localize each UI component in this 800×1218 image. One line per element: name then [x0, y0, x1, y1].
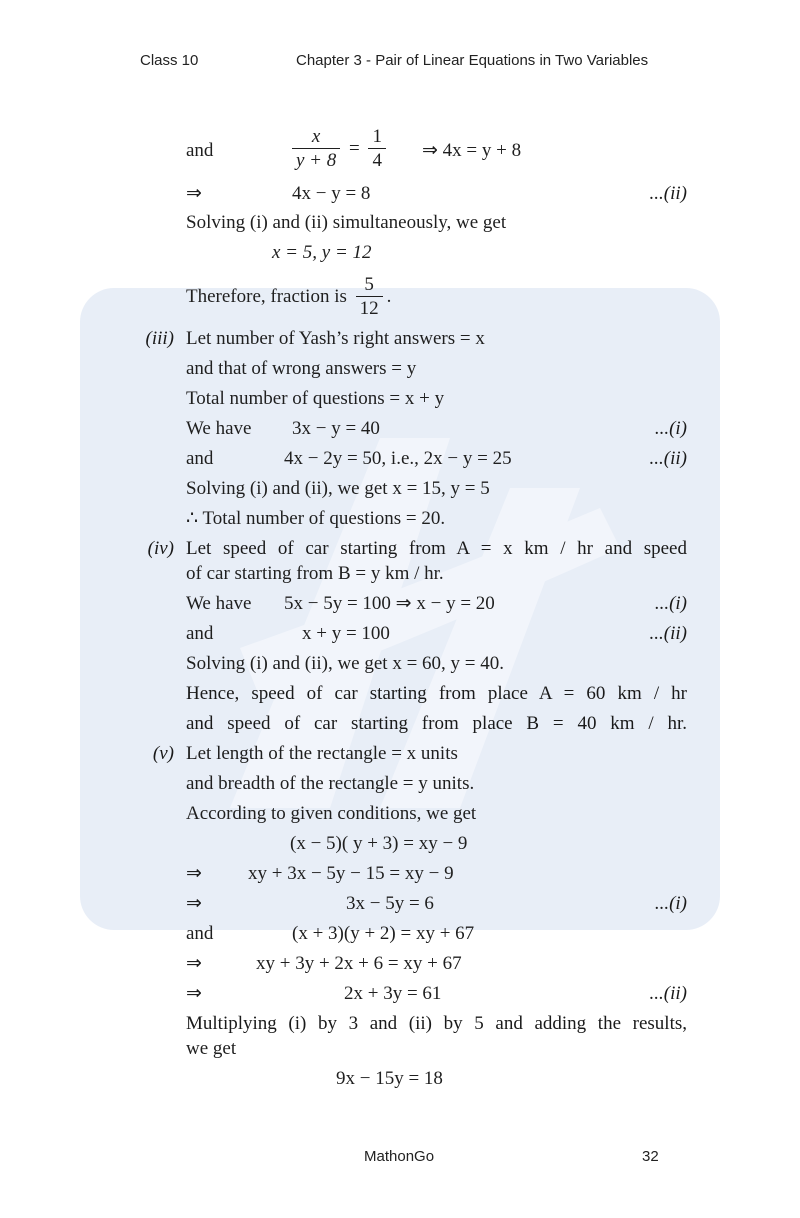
equation: (x + 3)(y + 2) = xy + 67: [292, 923, 475, 944]
equation: (x − 5)( y + 3) = xy − 9: [290, 833, 468, 854]
paragraph-line: ∴ Total number of questions = 20.: [186, 508, 446, 529]
text-and: and: [186, 448, 214, 469]
implies-arrow: ⇒: [186, 863, 202, 884]
equation-ref: ...(ii): [649, 448, 687, 469]
text-we-have: We have: [186, 593, 252, 614]
paragraph-line: Multiplying (i) by 3 and (ii) by 5 and adding the results,: [186, 1013, 687, 1034]
text-and: and: [186, 623, 214, 644]
paragraph-line: Solving (i) and (ii) simultaneously, we get: [186, 212, 507, 233]
implies-arrow: ⇒: [186, 953, 202, 974]
paragraph-line: According to given conditions, we get: [186, 803, 477, 824]
part-label-v: (v): [152, 743, 174, 764]
implies-arrow: ⇒: [186, 893, 202, 914]
equation: 5x − 5y = 100 ⇒ x − y = 20: [284, 593, 495, 614]
header-class-label: Class 10: [140, 52, 199, 69]
paragraph-line: Let speed of car starting from A = x km / hr and speed: [186, 538, 687, 559]
fraction-five-twelfths: $\frac{5}{12}$: [356, 274, 383, 321]
paragraph-line: Solving (i) and (ii), we get x = 15, y = 5: [186, 478, 490, 499]
equation-ref: ...(ii): [649, 183, 687, 204]
paragraph-line: and that of wrong answers = y: [186, 358, 417, 379]
paragraph-line: Hence, speed of car starting from place A = 60 km / hr: [186, 683, 687, 704]
paragraph-line: Let number of Yash’s right answers = x: [186, 328, 485, 349]
implies-arrow: ⇒: [186, 183, 202, 204]
equation: 3x − y = 40: [292, 418, 380, 439]
page-number: 32: [642, 1148, 659, 1165]
text-we-have: We have: [186, 418, 252, 439]
paragraph-line: we get: [186, 1038, 237, 1059]
equation: x + y = 100: [302, 623, 390, 644]
part-label-iv: (iv): [147, 538, 174, 559]
paragraph-line: Let length of the rectangle = x units: [186, 743, 458, 764]
implies-equation: ⇒ 4x = y + 8: [422, 140, 522, 161]
text-and: and: [186, 140, 214, 161]
paragraph-line: Total number of questions = x + y: [186, 388, 445, 409]
fraction-x-over-y8: $\frac{x}{y + 8}$: [292, 126, 340, 173]
equation: 4x − y = 8: [292, 183, 371, 204]
equation: xy + 3x − 5y − 15 = xy − 9: [248, 863, 454, 884]
paragraph-line: Solving (i) and (ii), we get x = 60, y = 40.: [186, 653, 504, 674]
implies-arrow: ⇒: [186, 983, 202, 1004]
solution: x = 5, y = 12: [272, 242, 372, 263]
equation: 3x − 5y = 6: [346, 893, 434, 914]
paragraph-line: and speed of car starting from place B = 40 km / hr.: [186, 713, 687, 734]
equation-ref: ...(ii): [649, 983, 687, 1004]
fraction-equation: $\frac{x}{y + 8}$ = $\frac{1}{4}$: [288, 126, 390, 173]
text-and: and: [186, 923, 214, 944]
footer-brand: MathonGo: [364, 1148, 435, 1165]
header-chapter-title: Chapter 3 - Pair of Linear Equations in Two Variables: [296, 52, 649, 69]
equation: 9x − 15y = 18: [336, 1068, 443, 1089]
equation: 4x − 2y = 50, i.e., 2x − y = 25: [284, 448, 512, 469]
part-label-iii: (iii): [145, 328, 174, 349]
equation-ref: ...(ii): [649, 623, 687, 644]
equation-ref: ...(i): [654, 418, 687, 439]
equation-ref: ...(i): [654, 593, 687, 614]
equation: 2x + 3y = 61: [344, 983, 442, 1004]
paragraph-line: of car starting from B = y km / hr.: [186, 563, 444, 584]
fraction-one-quarter: $\frac{1}{4}$: [368, 126, 386, 173]
equation-ref: ...(i): [654, 893, 687, 914]
paragraph-line: and breadth of the rectangle = y units.: [186, 773, 475, 794]
fraction-result: Therefore, fraction is $\frac{5}{12}$ .: [186, 274, 392, 319]
equation: xy + 3y + 2x + 6 = xy + 67: [256, 953, 462, 974]
